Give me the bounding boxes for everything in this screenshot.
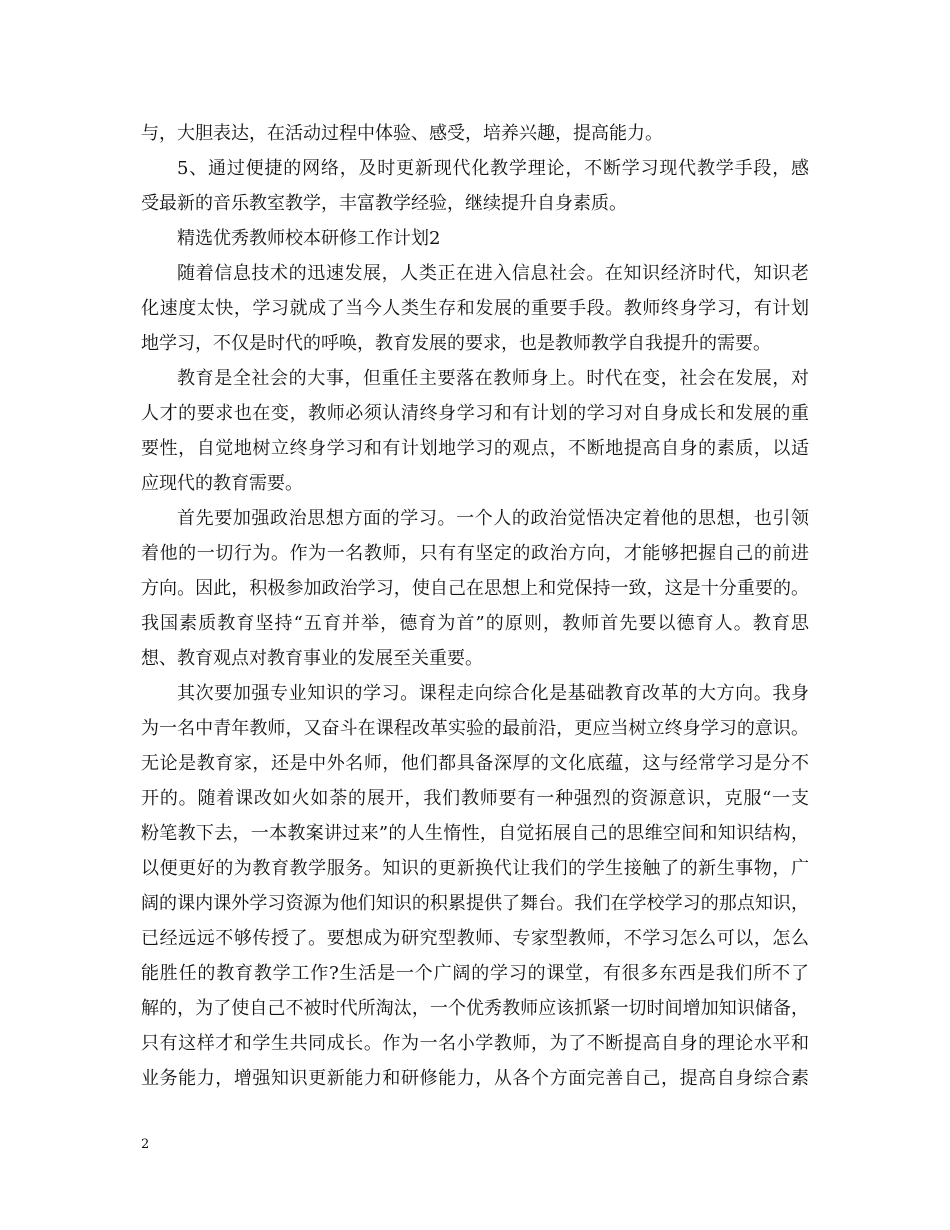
text-line: 解的，为了使自己不被时代所淘汰，一个优秀教师应该抓紧一切时间增加知识储备， — [141, 998, 809, 1019]
text-line: 随着信息技术的迅速发展，人类正在进入信息社会。在知识经济时代，知识老 — [177, 263, 809, 284]
document-body — [141, 116, 809, 1096]
text-line: 阔的课内课外学习资源为他们知识的积累提供了舞台。我们在学校学习的那点知识， — [141, 893, 809, 914]
text-line: 地学习，不仅是时代的呼唤，教育发展的要求，也是教师教学自我提升的需要。 — [141, 333, 771, 354]
text-line: 开的。随着课改如火如荼的展开，我们教师要有一种强烈的资源意识，克服“一支 — [141, 788, 809, 809]
text-line: 人才的要求也在变，教师必须认清终身学习和有计划的学习对自身成长和发展的重 — [141, 403, 809, 424]
page-number: 2 — [141, 1137, 150, 1152]
text-line: 业务能力，增强知识更新能力和研修能力，从各个方面完善自己，提高自身综合素 — [141, 1068, 809, 1089]
section-heading: 精选优秀教师校本研修工作计划2 — [177, 228, 441, 249]
text-line: 着他的一切行为。作为一名教师，只有有坚定的政治方向，才能够把握自己的前进 — [141, 543, 809, 564]
text-line: 以便更好的为教育教学服务。知识的更新换代让我们的学生接触了的新生事物，广 — [141, 858, 809, 879]
text-line: 应现代的教育需要。 — [141, 473, 303, 494]
text-line: 为一名中青年教师，又奋斗在课程改革实验的最前沿，更应当树立终身学习的意识。 — [141, 718, 809, 739]
text-line: 已经远远不够传授了。要想成为研究型教师、专家型教师，不学习怎么可以，怎么 — [141, 928, 809, 949]
text-line: 5、通过便捷的网络，及时更新现代化教学理论，不断学习现代教学手段，感 — [177, 158, 809, 179]
text-line: 教育是全社会的大事，但重任主要落在教师身上。时代在变，社会在发展，对 — [177, 368, 809, 389]
text-line: 首先要加强政治思想方面的学习。一个人的政治觉悟决定着他的思想，也引领 — [177, 508, 809, 529]
text-line: 想、教育观点对教育事业的发展至关重要。 — [141, 648, 483, 669]
text-line: 能胜任的教育教学工作?生活是一个广阔的学习的课堂，有很多东西是我们所不了 — [141, 963, 809, 984]
text-line: 只有这样才和学生共同成长。作为一名小学教师，为了不断提高自身的理论水平和 — [141, 1033, 809, 1054]
text-line: 其次要加强专业知识的学习。课程走向综合化是基础教育改革的大方向。我身 — [177, 683, 809, 704]
text-line: 要性，自觉地树立终身学习和有计划地学习的观点，不断地提高自身的素质，以适 — [141, 438, 809, 459]
text-line: 受最新的音乐教室教学，丰富教学经验，继续提升自身素质。 — [141, 193, 627, 214]
text-line: 无论是教育家，还是中外名师，他们都具备深厚的文化底蕴，这与经常学习是分不 — [141, 753, 809, 774]
text-line: 化速度太快，学习就成了当今人类生存和发展的重要手段。教师终身学习，有计划 — [141, 298, 809, 319]
text-line: 粉笔教下去，一本教案讲过来”的人生惰性，自觉拓展自己的思维空间和知识结构， — [141, 823, 809, 844]
text-line: 与，大胆表达，在活动过程中体验、感受，培养兴趣，提高能力。 — [141, 123, 663, 144]
text-line: 我国素质教育坚持“五育并举，德育为首”的原则，教师首先要以德育人。教育思 — [141, 613, 809, 634]
text-line: 方向。因此，积极参加政治学习，使自己在思想上和党保持一致，这是十分重要的。 — [141, 578, 809, 599]
